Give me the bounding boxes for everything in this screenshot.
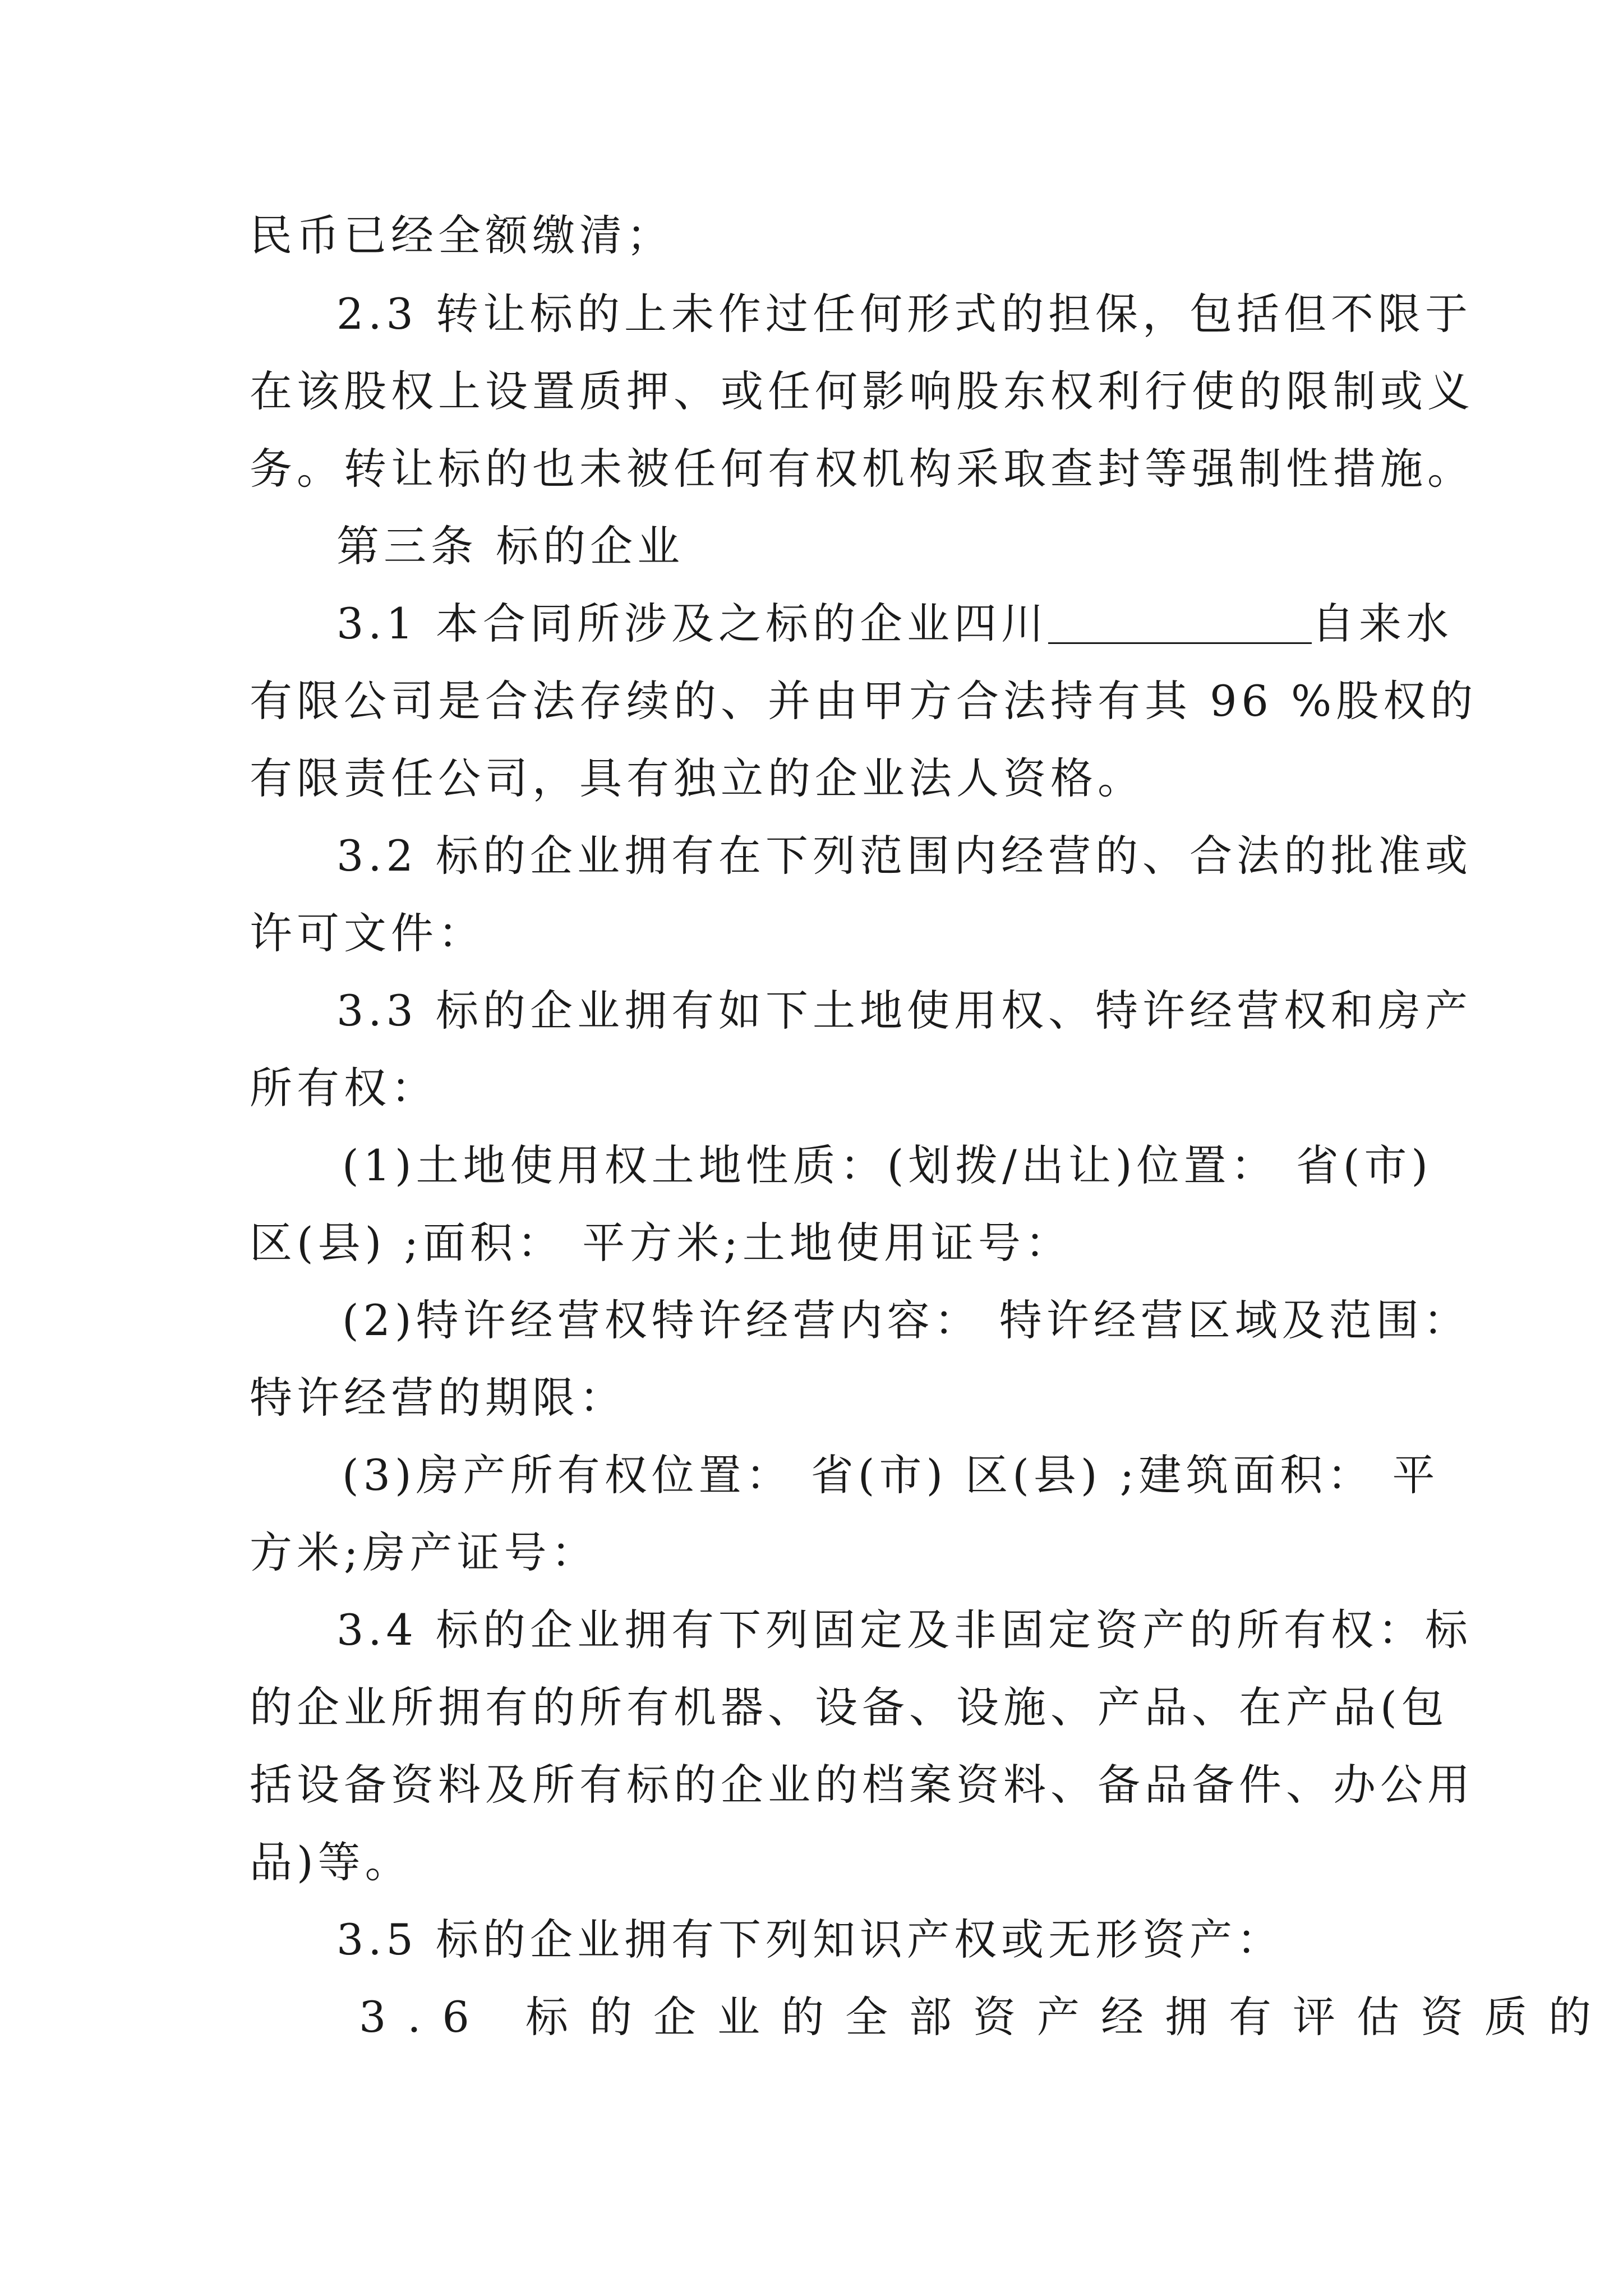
item-franchise-right: (2)特许经营权特许经营内容： 特许经营区域及范围： — [342, 1295, 1470, 1345]
clause-3-1-text-end: 自来水 — [1312, 599, 1454, 648]
clause-3-1-text: 3.1 本合同所涉及之标的企业四川 — [336, 599, 1049, 648]
blank-underline — [1048, 597, 1312, 644]
clause-3-6: 3.6 标的企业的全部资产经拥有评估资质的 — [359, 1992, 1613, 2042]
clause-3-4: 3.4 标的企业拥有下列固定及非固定资产的所有权：标 — [336, 1605, 1473, 1655]
item-property-right: (3)房产所有权位置： 省(市) 区(县) ;建筑面积： 平 — [342, 1450, 1440, 1500]
text-line: 方米;房产证号： — [250, 1527, 598, 1577]
article-3-heading: 第三条 标的企业 — [336, 521, 685, 571]
text-line: 特许经营的期限： — [250, 1373, 626, 1423]
item-land-use-right: (1)土地使用权土地性质：(划拨/出让)位置： 省(市) — [342, 1140, 1433, 1190]
clause-3-5: 3.5 标的企业拥有下列知识产权或无形资产： — [336, 1915, 1284, 1964]
text-line: 务。转让标的也未被任何有权机构采取查封等强制性措施。 — [250, 444, 1474, 494]
text-line: 品)等。 — [250, 1837, 412, 1887]
text-line: 在该股权上设置质押、或任何影响股东权利行使的限制或义 — [250, 366, 1474, 416]
text-line: 许可文件： — [250, 908, 485, 958]
text-line: 所有权： — [250, 1063, 438, 1113]
clause-3-3: 3.3 标的企业拥有如下土地使用权、特许经营权和房产 — [336, 986, 1473, 1036]
text-line: 的企业所拥有的所有机器、设备、设施、产品、在产品(包 — [250, 1682, 1449, 1732]
text-line: 括设备资料及所有标的企业的档案资料、备品备件、办公用 — [250, 1760, 1474, 1810]
text-line: 有限责任公司，具有独立的企业法人资格。 — [250, 753, 1145, 803]
text-line: 民币已经全额缴清； — [250, 210, 674, 260]
text-line: 有限公司是合法存续的、并由甲方合法持有其 96 %股权的 — [250, 676, 1478, 726]
clause-3-2: 3.2 标的企业拥有在下列范围内经营的、合法的批准或 — [336, 831, 1473, 881]
clause-3-1 — [336, 596, 1453, 652]
clause-2-3: 2.3 转让标的上未作过任何形式的担保，包括但不限于 — [336, 289, 1473, 339]
text-line: 区(县) ;面积： 平方米;土地使用证号： — [250, 1218, 1072, 1268]
